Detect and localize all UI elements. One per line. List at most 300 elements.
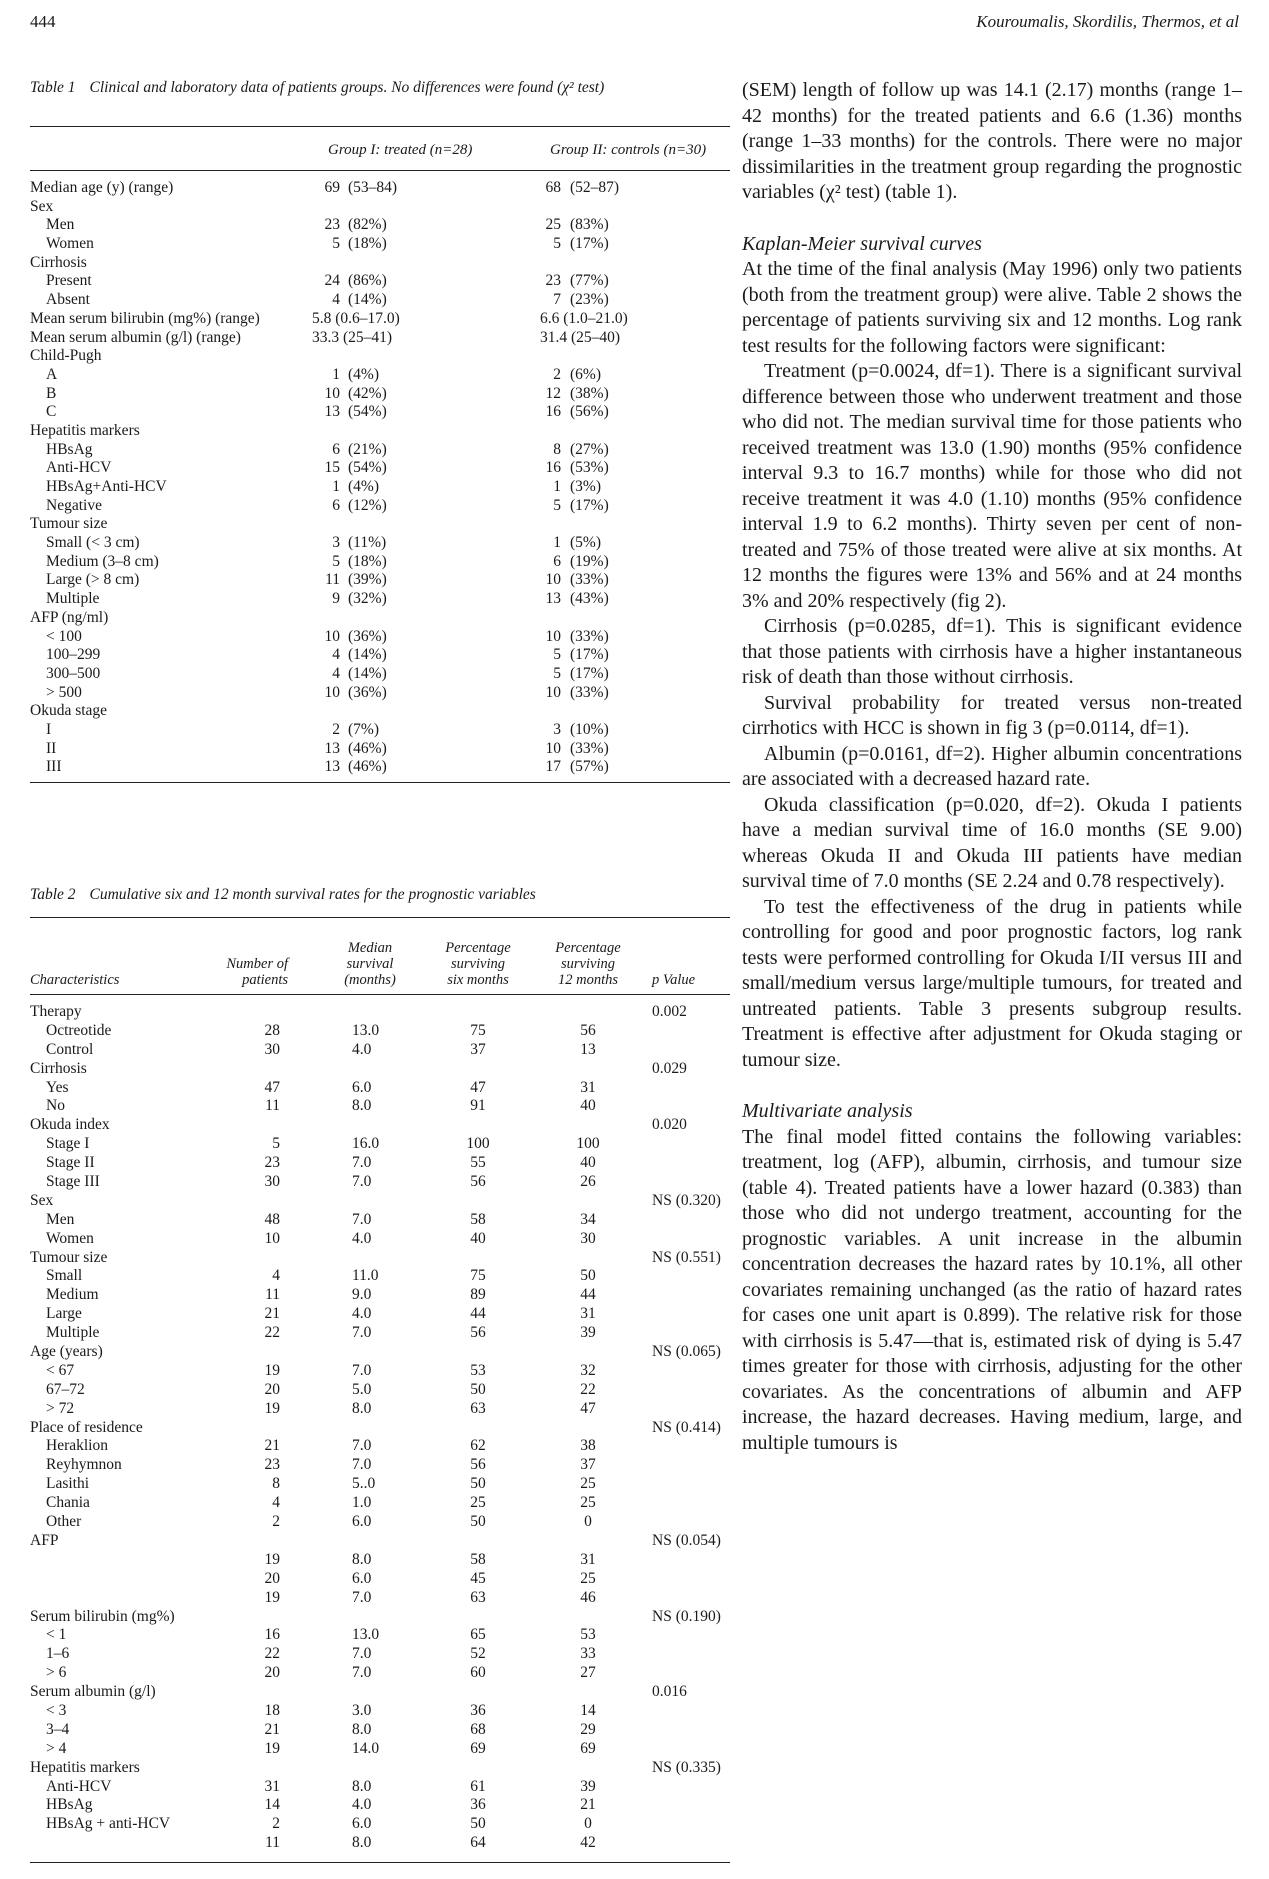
table1-row-label: A [46, 365, 58, 383]
table1-cell-group2-n: 10 [545, 683, 561, 701]
table2-cell-six-month: 64 [470, 1834, 486, 1852]
table2-cell-number: 11 [265, 1097, 280, 1115]
table2-col-six-l1: Percentage [445, 940, 511, 956]
table2-row-label: Stage II [46, 1154, 95, 1172]
table2-col-six-l3: six months [447, 972, 509, 988]
table2-cell-number: 8 [272, 1475, 280, 1493]
table2-row-label: Medium [46, 1286, 99, 1304]
table1-row [30, 553, 730, 572]
table1-head-rule [30, 170, 730, 171]
table1-label: Table 1 [30, 79, 76, 96]
table2-cell-twelve-month: 31 [580, 1305, 596, 1323]
table2-row-label: Women [46, 1229, 94, 1247]
table1-cell-group1-n: 23 [324, 216, 340, 234]
table1-row [30, 740, 730, 759]
table1-cell-group1-n: 3 [332, 534, 340, 552]
table1-cell-group2-n: 5 [553, 646, 561, 664]
table1-row [30, 571, 730, 590]
table1-cell-group2-n: 7 [553, 291, 561, 309]
table1-row [30, 347, 730, 366]
table2-cell-number: 2 [272, 1513, 280, 1531]
table2-cell-six-month: 68 [470, 1720, 486, 1738]
table1-bottom-rule [30, 782, 730, 783]
table1-cell-group2-n: 3 [553, 720, 561, 738]
table2-cell-twelve-month: 40 [580, 1097, 596, 1115]
table1-cell-group2-n: 1 [553, 534, 561, 552]
table1-row-label: Medium (3–8 cm) [46, 552, 159, 570]
mv-paragraph-1: The final model fitted contains the following variables: treatment, log (AFP), albumin, cirrhosis, and tumour size (table 4). Treated patients have a lower hazard (0.383) than those who did not undergo treatment, accounting for the prognostic variables. A unit increase in the albumin concentration decreases the hazard rates by 10.1%, all other covariates remaining unchanged (as the ratio of hazard rates for cases one unit apart is 0.899). The relative risk for those with cirrhosis is 5.47—that is, estimated risk of dying is 5.47 times greater for those with cirrhosis, adjusting for the other covariates. As the concentrations of albumin and AFP increase, the hazard decreases. Having medium, large, and multiple tumours is [742, 1125, 1242, 1454]
table2-col-median-l1: Median [347, 940, 393, 956]
table2-cell-twelve-month: 31 [580, 1550, 596, 1568]
table1-row [30, 534, 730, 553]
table2-cell-p-value: NS (0.414) [652, 1418, 721, 1436]
table1-cell-group2-pct: (27%) [570, 440, 609, 458]
table1-cell-group1-pct: (4%) [348, 365, 379, 383]
table1-cell-group1-n: 4 [332, 664, 340, 682]
table2-row-label: 3–4 [46, 1720, 70, 1738]
table2-cell-twelve-month: 34 [580, 1210, 596, 1228]
table2-row-label: Stage III [46, 1173, 100, 1191]
table2-cell-median: 7.0 [352, 1173, 372, 1191]
table2-row-label: Hepatitis markers [30, 1758, 140, 1776]
table2-row-label: Chania [46, 1494, 90, 1512]
km-paragraph-4: Survival probability for treated versus non-treated cirrhotics with HCC is shown in fig 3 (p=0.0114, df=1). [742, 691, 1242, 739]
table2-row [30, 1570, 730, 1589]
table2-cell-number: 48 [264, 1210, 280, 1228]
table1-cell-group1-n: 6 [332, 440, 340, 458]
table2-cell-median: 4.0 [352, 1040, 372, 1058]
table2-cell-twelve-month: 37 [580, 1456, 596, 1474]
table1-row [30, 702, 730, 721]
table1-row [30, 665, 730, 684]
table2-cell-six-month: 36 [470, 1701, 486, 1719]
table2-label: Table 2 [30, 886, 76, 903]
table2-cell-twelve-month: 33 [580, 1645, 596, 1663]
table2-cell-twelve-month: 100 [576, 1135, 600, 1153]
table2-cell-twelve-month: 40 [580, 1154, 596, 1172]
table1-cell-group2-n: 16 [545, 403, 561, 421]
table2-cell-six-month: 100 [466, 1135, 490, 1153]
table2-cell-median: 6.0 [352, 1569, 372, 1587]
table2-row-label: HBsAg + anti-HCV [46, 1815, 171, 1833]
intro-paragraph: (SEM) length of follow up was 14.1 (2.17) months (range 1–42 months) for the treated patients and 6.6 (1.36) months (range 1–33 months) for the controls. There were no major dissimilarities in the treatment group regarding the prognostic variables (χ² test) (table 1). [742, 79, 1242, 203]
table2-cell-six-month: 58 [470, 1210, 486, 1228]
table1-caption-text: Clinical and laboratory data of patients groups. No differences were found (χ² test) [89, 79, 605, 96]
table1-cell-group2-pct: (17%) [570, 646, 609, 664]
table2-cell-number: 20 [264, 1569, 280, 1587]
table2-cell-twelve-month: 29 [580, 1720, 596, 1738]
table2-cell-p-value: NS (0.054) [652, 1531, 721, 1549]
table1-col-group1: Group I: treated (n=28) [328, 142, 473, 158]
table2-row [30, 1249, 730, 1268]
table1-row [30, 198, 730, 217]
table2-cell-median: 5..0 [352, 1475, 376, 1493]
table1-cell-group1-n: 15 [324, 459, 340, 477]
table2-cell-twelve-month: 30 [580, 1229, 596, 1247]
table2-cell-median: 6.0 [352, 1078, 372, 1096]
table2-row [30, 1683, 730, 1702]
table1-cell-group1-pct: (32%) [348, 590, 387, 608]
table1-cell-group2-n: 10 [545, 627, 561, 645]
table2-cell-twelve-month: 44 [580, 1286, 596, 1304]
table1-cell-group1-n: 24 [324, 272, 340, 290]
table1-row-label: AFP (ng/ml) [30, 608, 109, 626]
table2-col-number-l2: patients [242, 972, 288, 988]
table1-col-group2: Group II: controls (n=30) [550, 142, 707, 158]
table1-row-label: 300–500 [46, 664, 101, 682]
table1-cell-group1-n: 10 [324, 683, 340, 701]
table2-cell-twelve-month: 25 [580, 1475, 596, 1493]
table2-row-label: Age (years) [30, 1343, 103, 1361]
table2-cell-median: 8.0 [352, 1834, 372, 1852]
table2-row-label: Octreotide [46, 1021, 112, 1039]
table1-row-label: C [46, 403, 57, 421]
table1-cell-group1-n: 4 [332, 646, 340, 664]
table2-cell-twelve-month: 50 [580, 1267, 596, 1285]
table2-cell-median: 9.0 [352, 1286, 372, 1304]
table2-cell-six-month: 58 [470, 1550, 486, 1568]
table1-row-label: Mean serum bilirubin (mg%) (range) [30, 309, 260, 327]
table2-col-median-l2: survival [346, 956, 394, 972]
table1-row [30, 628, 730, 647]
table2-col-median-l3: (months) [344, 972, 396, 988]
table1-row [30, 515, 730, 534]
table2-col-characteristics: Characteristics [30, 972, 120, 988]
table2-row-label: Sex [30, 1191, 54, 1209]
table1-cell-group1-pct: (21%) [348, 440, 387, 458]
table1-cell-group1-pct: (82%) [348, 216, 387, 234]
table2-row-label: Other [46, 1513, 82, 1531]
table1-cell-group2-pct: (33%) [570, 627, 609, 645]
table2-row [30, 1173, 730, 1192]
table1-cell-group2-value: 6.6 (1.0–21.0) [540, 309, 628, 327]
table2-row [30, 1362, 730, 1381]
table2-cell-number: 11 [265, 1286, 280, 1304]
table2-row [30, 1664, 730, 1683]
table2-cell-six-month: 75 [470, 1021, 486, 1039]
body-text-column [742, 78, 1242, 1456]
table2-cell-median: 16.0 [352, 1135, 380, 1153]
table2-row-label: Serum bilirubin (mg%) [30, 1607, 175, 1625]
table2-cell-p-value: 0.002 [652, 1003, 687, 1020]
table1-cell-group1-n: 10 [324, 627, 340, 645]
table2-cell-six-month: 56 [470, 1173, 486, 1191]
table2-cell-number: 19 [264, 1361, 280, 1379]
table2-row [30, 1230, 730, 1249]
table2-row [30, 1532, 730, 1551]
table2-row [30, 1834, 730, 1853]
table2-row-label: 1–6 [46, 1645, 70, 1663]
table2-col-number [210, 956, 288, 988]
table2-cell-number: 4 [272, 1494, 280, 1512]
table1-row [30, 310, 730, 329]
table2-cell-twelve-month: 27 [580, 1664, 596, 1682]
table2-col-six-l2: surviving [451, 956, 505, 972]
table2-row-label: Multiple [46, 1324, 100, 1342]
table2-cell-six-month: 50 [470, 1815, 486, 1833]
table1-cell-group1-n: 5 [332, 235, 340, 253]
table2-cell-twelve-month: 46 [580, 1588, 596, 1606]
table2-cell-twelve-month: 0 [584, 1513, 592, 1531]
table1-row-label: Median age (y) (range) [30, 179, 174, 196]
table2-row [30, 1003, 730, 1022]
table1-row [30, 366, 730, 385]
table2-cell-six-month: 25 [470, 1494, 486, 1512]
table1-cell-group1-pct: (18%) [348, 235, 387, 253]
table1-row [30, 385, 730, 404]
table1-cell-group1-pct: (14%) [348, 664, 387, 682]
table2-cell-six-month: 50 [470, 1380, 486, 1398]
table2-row-label: > 6 [46, 1664, 67, 1682]
table2-cell-six-month: 65 [470, 1626, 486, 1644]
table1-cell-group1-value: 33.3 (25–41) [312, 328, 393, 346]
table2-cell-median: 7.0 [352, 1588, 372, 1606]
page-number: 444 [30, 12, 56, 31]
table2-top-rule [30, 917, 730, 918]
table1-cell-group1-n: 6 [332, 496, 340, 514]
table2-row [30, 1626, 730, 1645]
table2-row [30, 1324, 730, 1343]
table1-cell-group1-n: 13 [324, 758, 340, 776]
table1-cell-group2-pct: (57%) [570, 758, 609, 776]
table2-cell-number: 16 [264, 1626, 280, 1644]
table1-cell-group1-pct: (46%) [348, 739, 387, 757]
table1-row-label: Mean serum albumin (g/l) (range) [30, 328, 241, 346]
table1-cell-group2-pct: (23%) [570, 291, 609, 309]
table1-cell-group1-n: 13 [324, 403, 340, 421]
table2-cell-twelve-month: 39 [580, 1777, 596, 1795]
table1-cell-group2-pct: (3%) [570, 478, 601, 495]
table2-cell-number: 11 [265, 1834, 280, 1852]
table2-cell-twelve-month: 25 [580, 1569, 596, 1587]
table2-row-label: < 1 [46, 1626, 67, 1644]
table1-cell-group2-pct: (6%) [570, 365, 601, 383]
table1-cell-group2-pct: (10%) [570, 720, 609, 738]
table2-cell-twelve-month: 0 [584, 1815, 592, 1833]
table1-row-label: Sex [30, 197, 54, 215]
table2-cell-twelve-month: 25 [580, 1494, 596, 1512]
table1-cell-group1-pct: (36%) [348, 627, 387, 645]
table2-cell-number: 21 [264, 1720, 280, 1738]
km-paragraph-2: Treatment (p=0.0024, df=1). There is a significant survival difference between those who underwent treatment and those who did not. The median survival time for those patients who received treatment was 13.0 (1.90) months (95% confidence interval 9.3 to 16.7 months) while for those who did not receive treatment it was 4.0 (1.10) months (95% confidence interval 1.9 to 6.2 months). Thirty seven per cent of non-treated and 75% of those treated were alive at six months. At 12 months the figures were 13% and 56% and at 24 months 3% and 20% respectively (fig 2). [742, 360, 1242, 612]
mv-heading: Multivariate analysis [742, 1100, 913, 1122]
table2-cell-number: 30 [264, 1173, 280, 1191]
table2-cell-number: 19 [264, 1399, 280, 1417]
table1-row-label: Small (< 3 cm) [46, 534, 140, 552]
table2-col-twelve-l1: Percentage [555, 940, 621, 956]
table2-row [30, 1097, 730, 1116]
table1-row [30, 403, 730, 422]
table1-cell-group1-pct: (11%) [348, 534, 387, 552]
table2-row [30, 1721, 730, 1740]
table2-cell-p-value: NS (0.320) [652, 1191, 721, 1209]
table2-row [30, 1778, 730, 1797]
table1-caption [30, 78, 730, 97]
table1-row [30, 684, 730, 703]
table2-head-rule [30, 994, 730, 995]
table2-header [30, 928, 730, 988]
table1-row-label: Anti-HCV [46, 459, 112, 477]
km-paragraph-5: Albumin (p=0.0161, df=2). Higher albumin concentrations are associated with a decreased hazard rate. [742, 742, 1242, 790]
table1-row-label: Multiple [46, 590, 100, 608]
table1-cell-group2-pct: (77%) [570, 272, 609, 290]
table2-cell-number: 47 [264, 1078, 280, 1096]
table2-cell-number: 21 [264, 1437, 280, 1455]
table2-cell-number: 19 [264, 1550, 280, 1568]
table1-header [30, 142, 730, 164]
table1-cell-group1-pct: (18%) [348, 552, 387, 570]
table2-cell-number: 23 [264, 1456, 280, 1474]
table1-cell-group2-n: 13 [545, 590, 561, 608]
table2-cell-six-month: 50 [470, 1475, 486, 1493]
table1-row-label: B [46, 384, 57, 402]
table1-cell-group1-pct: (42%) [348, 384, 387, 402]
table1-row [30, 646, 730, 665]
table1-row [30, 254, 730, 273]
table1-cell-group2-pct: (33%) [570, 739, 609, 757]
table2-cell-six-month: 40 [470, 1229, 486, 1247]
table2-cell-median: 5.0 [352, 1380, 372, 1398]
table2-row-label: > 4 [46, 1739, 67, 1757]
table2-cell-median: 7.0 [352, 1361, 372, 1379]
table2-cell-median: 8.0 [352, 1720, 372, 1738]
table2-row-label: > 72 [46, 1399, 75, 1417]
table2-cell-six-month: 62 [470, 1437, 486, 1455]
table1-cell-group2-n: 23 [545, 272, 561, 290]
table2-cell-six-month: 89 [470, 1286, 486, 1304]
table1-cell-group2-pct: (56%) [570, 403, 609, 421]
table1-cell-group2-n: 16 [545, 459, 561, 477]
table1-row [30, 441, 730, 460]
table2-row [30, 1267, 730, 1286]
table2-row-label: Tumour size [30, 1248, 108, 1266]
table2-row [30, 1494, 730, 1513]
table2-cell-number: 14 [264, 1796, 280, 1814]
table2-row [30, 1305, 730, 1324]
table1-cell-group1-n: 10 [324, 384, 340, 402]
table2-cell-median: 1.0 [352, 1494, 372, 1512]
table2-cell-median: 7.0 [352, 1645, 372, 1663]
table2-row [30, 1608, 730, 1627]
table1-row [30, 291, 730, 310]
table1-row-label: Negative [46, 496, 102, 514]
table1-cell-group1-n: 4 [332, 291, 340, 309]
km-paragraph-7: To test the effectiveness of the drug in patients while controlling for good and poor prognostic factors, log rank tests were performed controlling for Okuda I/II versus III and small/medium versus large/multiple tumours, for treated and untreated patients. Table 3 presents subgroup results. Treatment is effective after adjustment for Okuda staging or tumour size. [742, 895, 1242, 1071]
table2-cell-number: 19 [264, 1739, 280, 1757]
table2-cell-number: 22 [264, 1645, 280, 1663]
table2-cell-twelve-month: 22 [580, 1380, 596, 1398]
table1-cell-group1-n: 9 [332, 590, 340, 608]
table2-cell-p-value: 0.020 [652, 1116, 687, 1134]
table2-row [30, 1702, 730, 1721]
table1-row-label: < 100 [46, 627, 82, 645]
table1-cell-group1-pct: (46%) [348, 758, 387, 776]
table1-row-label: Present [46, 272, 92, 290]
table1-cell-group1-pct: (36%) [348, 683, 387, 701]
table2-row [30, 1154, 730, 1173]
table1-row [30, 590, 730, 609]
table2-cell-twelve-month: 42 [580, 1834, 596, 1852]
table2-cell-median: 4.0 [352, 1229, 372, 1247]
table2-row [30, 1589, 730, 1608]
table2-row-label: Small [46, 1267, 83, 1285]
table1-row-label: Women [46, 235, 94, 253]
table1-row [30, 758, 730, 777]
table1-cell-group2-n: 25 [545, 216, 561, 234]
table2-cell-number: 20 [264, 1664, 280, 1682]
table2-cell-number: 22 [264, 1324, 280, 1342]
table2-cell-number: 4 [272, 1267, 280, 1285]
table2-col-number-l1: Number of [226, 956, 288, 972]
table2-cell-median: 7.0 [352, 1210, 372, 1228]
table1-row-label: Hepatitis markers [30, 421, 140, 439]
table2-cell-six-month: 44 [470, 1305, 486, 1323]
table2-cell-twelve-month: 69 [580, 1739, 596, 1757]
table2-row [30, 1041, 730, 1060]
table2-caption-text: Cumulative six and 12 month survival rates for the prognostic variables [89, 886, 536, 903]
table2-cell-median: 7.0 [352, 1154, 372, 1172]
table2-cell-twelve-month: 31 [580, 1078, 596, 1096]
table1-cell-group1-n: 5 [332, 552, 340, 570]
table2-row-label: Lasithi [46, 1475, 90, 1493]
table2-cell-median: 8.0 [352, 1097, 372, 1115]
table1-cell-group2-pct: (43%) [570, 590, 609, 608]
table2-row [30, 1513, 730, 1532]
table1-cell-group2-n: 2 [553, 365, 561, 383]
table2-cell-twelve-month: 14 [580, 1701, 596, 1719]
table2-row-label: Okuda index [30, 1116, 110, 1134]
table2-col-twelve-l3: 12 months [557, 972, 619, 988]
table2-cell-median: 8.0 [352, 1399, 372, 1417]
table2-row [30, 1645, 730, 1664]
table2-row [30, 1740, 730, 1759]
table2-col-twelve [538, 940, 638, 988]
table1-cell-group2-n: 8 [553, 440, 561, 458]
km-paragraph-6: Okuda classification (p=0.020, df=2). Okuda I patients have a median survival time of 16.0 months (SE 9.00) whereas Okuda II and Okuda III patients have median survival time of 7.0 months (SE 2.24 and 0.78 respectively). [742, 793, 1242, 892]
table2-row-label: Place of residence [30, 1418, 143, 1436]
table2-cell-six-month: 55 [470, 1154, 486, 1172]
table2-cell-median: 8.0 [352, 1777, 372, 1795]
table1-cell-group2-n: 17 [545, 758, 561, 776]
table2-cell-median: 11.0 [352, 1267, 379, 1285]
table1-row-label: HBsAg+Anti-HCV [46, 478, 167, 495]
table1-cell-group2-pct: (17%) [570, 496, 609, 514]
table2-cell-median: 4.0 [352, 1305, 372, 1323]
table2-cell-median: 7.0 [352, 1437, 372, 1455]
table1-row-label: Okuda stage [30, 702, 108, 720]
table2-cell-number: 10 [264, 1229, 280, 1247]
table2-cell-median: 7.0 [352, 1664, 372, 1682]
table1-row [30, 478, 730, 497]
table2-row [30, 1759, 730, 1778]
table1-cell-group2-n: 5 [553, 496, 561, 514]
table2-cell-number: 23 [264, 1154, 280, 1172]
table2-row-label: Yes [46, 1078, 69, 1096]
table1-cell-group1-pct: (39%) [348, 571, 387, 589]
table2-row-label: Large [46, 1305, 82, 1323]
table2-cell-six-month: 75 [470, 1267, 486, 1285]
table2-row [30, 1192, 730, 1211]
table2-cell-number: 31 [264, 1777, 280, 1795]
table1-cell-group1-pct: (12%) [348, 496, 387, 514]
table2-row-label: Cirrhosis [30, 1059, 87, 1077]
table1-row-label: Large (> 8 cm) [46, 571, 140, 589]
table1-row [30, 235, 730, 254]
table2-row [30, 1475, 730, 1494]
table2-cell-six-month: 47 [470, 1078, 486, 1096]
table1-cell-group1-pct: (53–84) [348, 179, 398, 196]
km-paragraph-3: Cirrhosis (p=0.0285, df=1). This is significant evidence that those patients with cirrhosis have a higher instantaneous risk of death than those without cirrhosis. [742, 615, 1242, 688]
